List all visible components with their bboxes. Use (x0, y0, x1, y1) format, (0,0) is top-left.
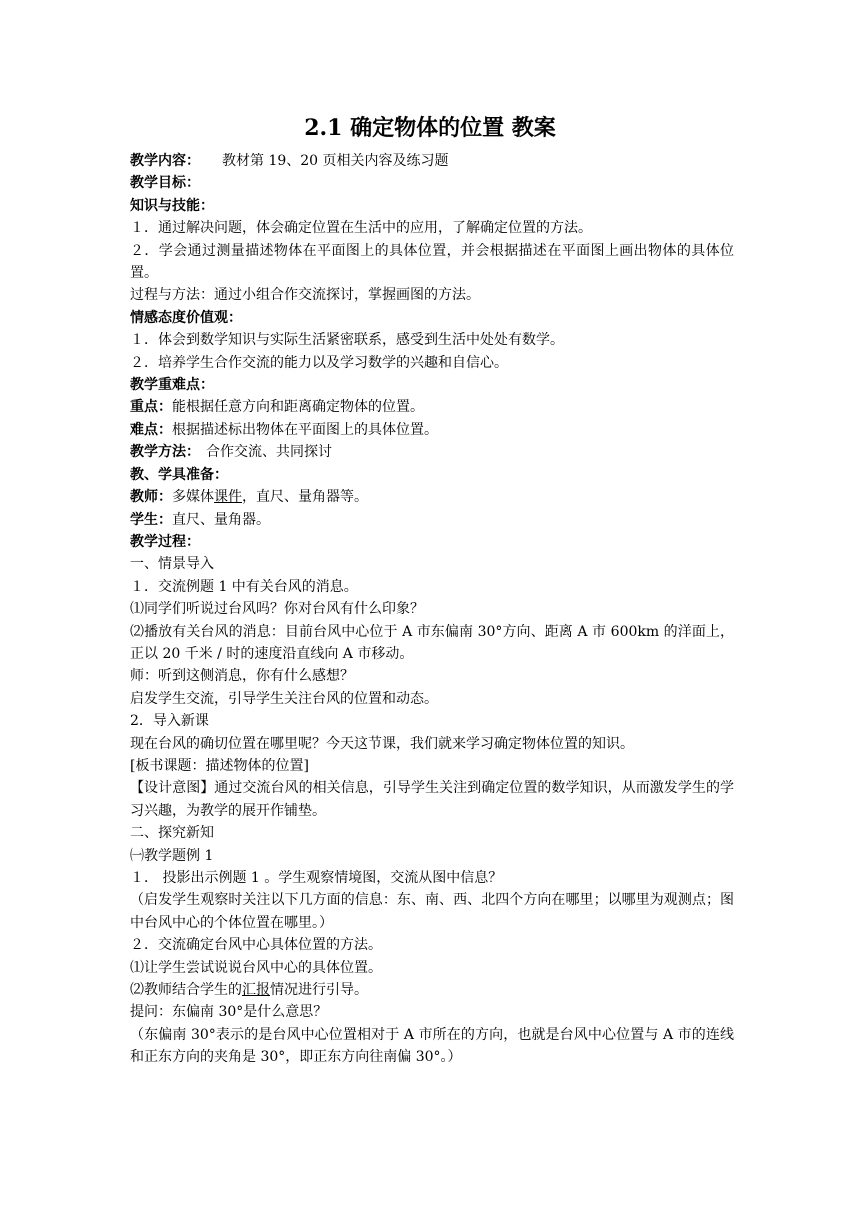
knowledge-heading: 知识与技能： (130, 197, 214, 214)
student-label: 学生： (130, 511, 172, 528)
paragraph: （启发学生观察时关注以下几方面的信息：东、南、西、北四个方向在哪里；以哪里为观测点；图中台风中心的个体位置在哪里。） (130, 892, 734, 931)
teaching-content-value: 教材第 19、20 页相关内容及练习题 (222, 153, 449, 169)
teaching-content-line (130, 150, 734, 172)
paragraph: １． 投影出示例题 1 。学生观察情境图，交流从图中信息？ (130, 870, 503, 886)
section-heading: 一、情景导入 (130, 556, 214, 573)
paragraph: ２．交流确定台风中心具体位置的方法。 (130, 937, 382, 954)
paragraph: １．交流例题 1 中有关台风的消息。 (130, 578, 358, 595)
document-title: 2.1 确定物体的位置 教案 (304, 115, 556, 141)
teacher-tools-post: ，直尺、量角器等。 (242, 489, 368, 506)
paragraph: 2．导入新课 (130, 713, 209, 730)
emotion-heading: 情感态度价值观： (130, 309, 242, 326)
document-body (130, 150, 734, 1069)
paragraph: ⑴同学们听说过台风吗？你对台风有什么印象？ (130, 601, 424, 618)
difficulty-label: 难点： (130, 421, 172, 438)
method-line (130, 441, 734, 463)
difficulty-line (130, 419, 734, 441)
paragraph: ⑴让学生尝试说说台风中心的具体位置。 (130, 959, 382, 976)
courseware-link[interactable]: 课件 (214, 489, 242, 506)
emotion-item: ２．培养学生合作交流的能力以及学习数学的兴趣和自信心。 (130, 354, 508, 371)
difficulty-value: 根据描述标出物体在平面图上的具体位置。 (172, 421, 438, 438)
design-intent: 【设计意图】通过交流台风的相关信息，引导学生关注到确定位置的数学知识，从而激发学生的学习兴趣，为教学的展开作铺垫。 (130, 780, 734, 819)
paragraph: （东偏南 30°表示的是台风中心位置相对于 A 市所在的方向，也就是台风中心位置与 A 市的连线和正东方向的夹角是 30°，即正东方向往南偏 30°。） (130, 1026, 734, 1066)
teacher-label: 教师： (130, 489, 172, 506)
paragraph: 师：听到这侧消息，你有什么感想？ (130, 668, 354, 685)
key-point-line (130, 396, 734, 418)
knowledge-item: １．通过解决问题，体会确定位置在生活中的应用，了解确定位置的方法。 (130, 220, 592, 237)
paragraph (130, 979, 734, 1001)
process-method-line: 过程与方法：通过小组合作交流探讨，掌握画图的方法。 (130, 287, 480, 304)
guide-pre: ⑵教师结合学生的 (130, 982, 242, 999)
tools-heading: 教、学具准备： (130, 466, 228, 483)
objectives-heading: 教学目标： (130, 175, 200, 192)
emotion-item: １．体会到数学知识与实际生活紧密联系，感受到生活中处处有数学。 (130, 332, 564, 349)
student-tools-value: 直尺、量角器。 (172, 511, 270, 528)
paragraph: 启发学生交流，引导学生关注台风的位置和动态。 (130, 690, 438, 707)
paragraph: ㈠教学题例 1 (130, 847, 214, 864)
method-value: 合作交流、共同探讨 (206, 444, 332, 461)
student-tools-line (130, 509, 734, 531)
guide-post: 情况进行引导。 (270, 982, 368, 999)
teaching-content-label: 教学内容： (130, 153, 200, 169)
teacher-tools-pre: 多媒体 (172, 489, 214, 506)
paragraph: [板书课题：描述物体的位置] (130, 757, 309, 774)
knowledge-item: ２．学会通过测量描述物体在平面图上的具体位置，并会根据描述在平面图上画出物体的具体位置。 (130, 242, 734, 282)
section-heading: 二、探究新知 (130, 825, 214, 842)
process-heading: 教学过程： (130, 533, 200, 550)
paragraph: 提问：东偏南 30°是什么意思？ (130, 1004, 328, 1021)
paragraph: 现在台风的确切位置在哪里呢？今天这节课，我们就来学习确定物体位置的知识。 (130, 735, 634, 752)
key-points-heading: 教学重难点： (130, 377, 214, 394)
teacher-tools-line (130, 486, 734, 508)
report-link[interactable]: 汇报 (242, 982, 270, 999)
key-point-value: 能根据任意方向和距离确定物体的位置。 (172, 399, 424, 416)
paragraph: ⑵播放有关台风的消息：目前台风中心位于 A 市东偏南 30°方向、距离 A 市 600km 的洋面上，正以 20 千米 / 时的速度沿直线向 A 市移动。 (130, 623, 734, 662)
method-label: 教学方法： (130, 444, 200, 461)
key-point-label: 重点： (130, 399, 172, 416)
